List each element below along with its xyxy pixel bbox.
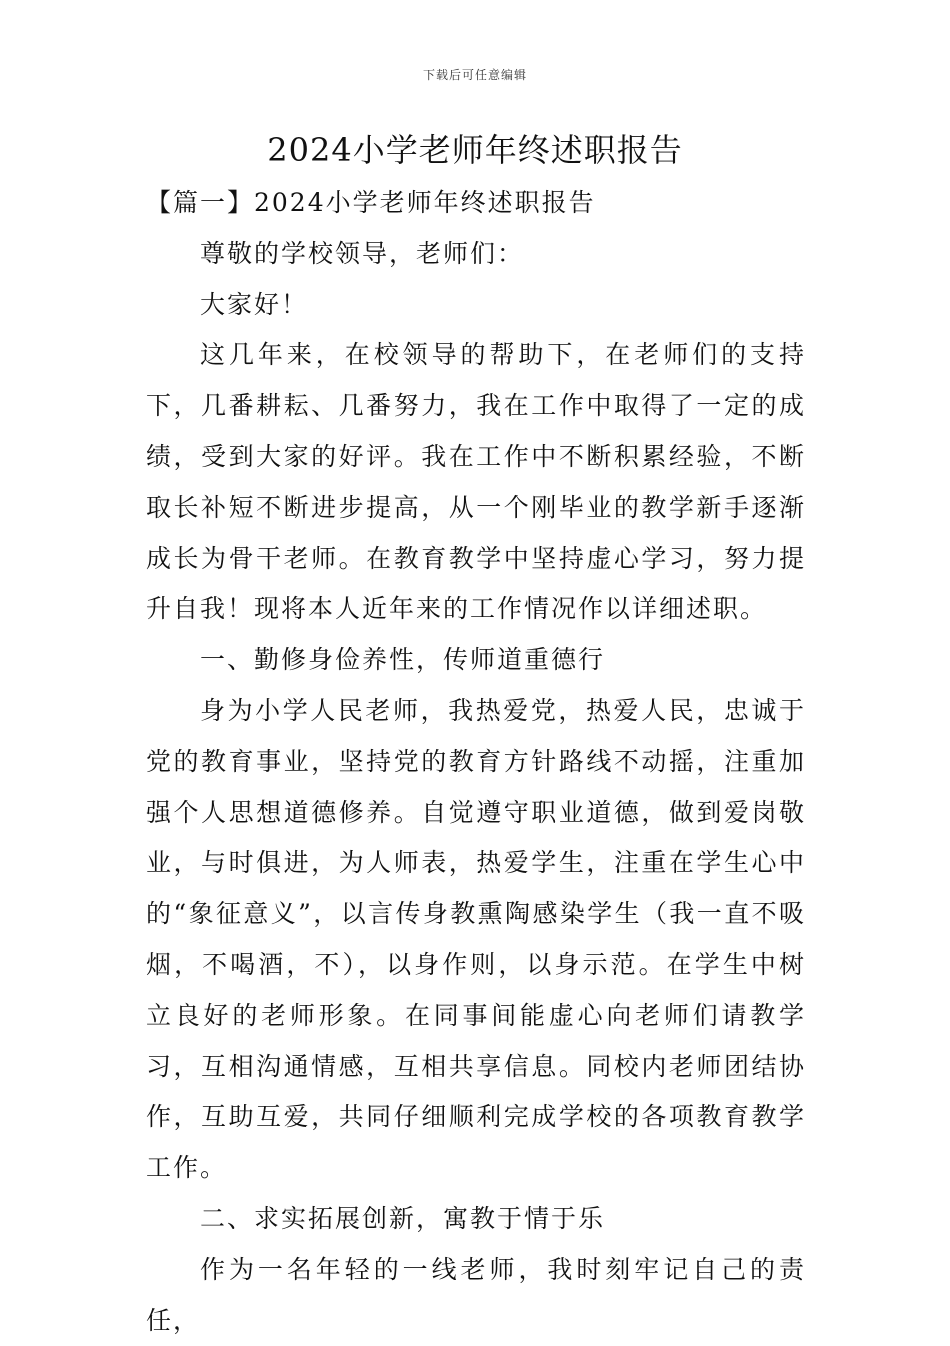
document-body — [146, 178, 806, 1346]
paragraph-greeting: 大家好！ — [200, 289, 309, 319]
section-label: 【篇一】2024小学老师年终述职报告 — [146, 188, 596, 217]
paragraph-section-two: 作为一名年轻的一线老师，我时刻牢记自己的责任， — [146, 1254, 806, 1335]
heading-section-one: 一、勤修身俭养性，传师道重德行 — [200, 645, 606, 675]
heading-section-two: 二、求实拓展创新，寓教于情于乐 — [200, 1203, 606, 1233]
paragraph-intro: 这几年来，在校领导的帮助下，在老师们的支持下，几番耕耘、几番努力，我在工作中取得了一定的成绩，受到大家的好评。我在工作中不断积累经验，不断取长补短不断进步提高，从一个刚毕业的教学新手逐渐成长为骨干老师。在教育教学中坚持虚心学习，努力提升自我！现将本人近年来的工作情况作以详细述职。 — [146, 340, 806, 624]
paragraph-salutation: 尊敬的学校领导，老师们： — [200, 238, 525, 268]
header-note: 下载后可任意编辑 — [422, 68, 527, 82]
paragraph-section-one: 身为小学人民老师，我热爱党，热爱人民，忠诚于党的教育事业，坚持党的教育方针路线不动摇，注重加强个人思想道德修养。自觉遵守职业道德，做到爱岗敬业，与时俱进，为人师表，热爱学生，注重在学生心中的“象征意义”，以言传身教熏陶感染学生（我一直不吸烟，不喝酒，不），以身作则，以身示范。在学生中树立良好的老师形象。在同事间能虚心向老师们请教学习，互相沟通情感，互相共享信息。同校内老师团结协作，互助互爱，共同仔细顺利完成学校的各项教育教学工作。 — [146, 695, 806, 1183]
document-title: 2024小学老师年终述职报告 — [267, 131, 683, 169]
